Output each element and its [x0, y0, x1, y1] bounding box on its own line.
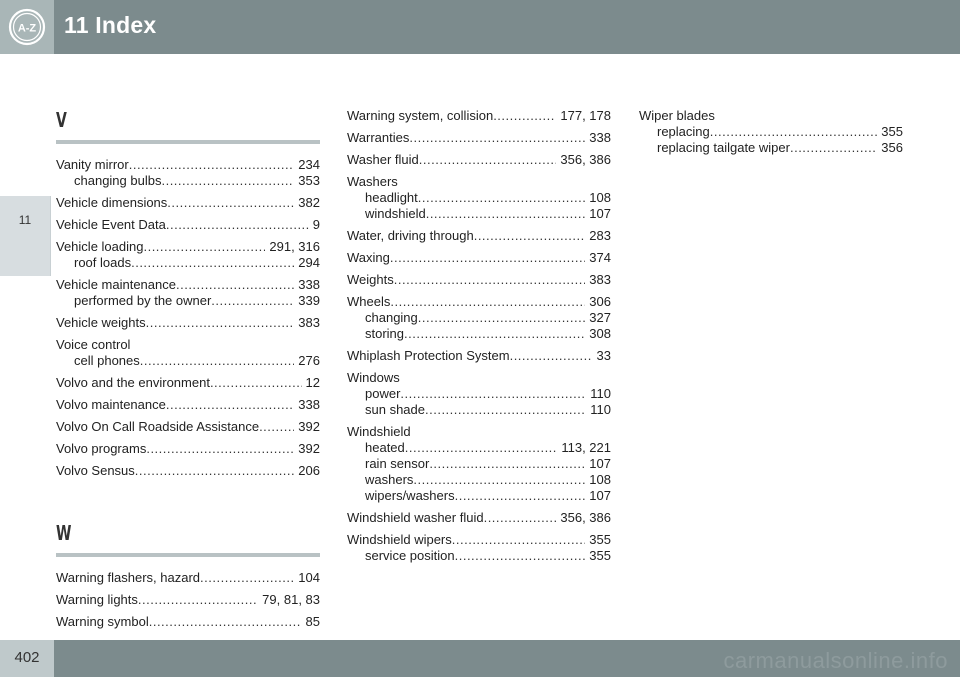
page-reference[interactable]: 355	[881, 124, 903, 139]
index-term: service position	[365, 548, 455, 563]
dot-leader	[131, 255, 294, 271]
dot-leader	[259, 419, 294, 435]
index-subentry[interactable]	[347, 488, 611, 504]
index-entry	[347, 272, 611, 288]
page-reference[interactable]: 108	[589, 472, 611, 487]
page-reference[interactable]: 392	[298, 441, 320, 456]
dot-leader	[419, 152, 557, 168]
index-term: cell phones	[74, 353, 140, 368]
index-entry-row[interactable]	[347, 174, 611, 190]
index-entry-row[interactable]	[56, 277, 320, 293]
page-reference[interactable]: 107	[589, 206, 611, 221]
page-reference[interactable]: 291, 316	[269, 239, 320, 254]
page-reference[interactable]: 107	[589, 488, 611, 503]
index-subentry[interactable]	[347, 310, 611, 326]
index-entry-row[interactable]	[347, 370, 611, 386]
dot-leader	[400, 386, 586, 402]
index-term: Volvo Sensus	[56, 463, 135, 478]
index-term: washers	[365, 472, 414, 487]
watermark: carmanualsonline.info	[723, 648, 948, 673]
dot-leader	[161, 173, 294, 189]
index-term: Volvo maintenance	[56, 397, 166, 412]
index-entry-row[interactable]	[56, 375, 320, 391]
index-entry	[56, 570, 320, 586]
index-subentry[interactable]	[56, 173, 320, 189]
index-term: headlight	[365, 190, 418, 205]
index-term: Washers	[347, 174, 398, 189]
page-reference[interactable]: 338	[298, 397, 320, 412]
page-number: 402	[14, 649, 40, 666]
index-entry-list	[639, 108, 903, 156]
index-term: Water, driving through	[347, 228, 474, 243]
index-subentry[interactable]	[347, 326, 611, 342]
index-entry-row[interactable]	[56, 397, 320, 413]
index-term: Windshield	[347, 424, 411, 439]
page-reference[interactable]: 276	[298, 353, 320, 368]
page-reference[interactable]: 356, 386	[560, 152, 611, 167]
index-entry	[56, 239, 320, 271]
index-entry	[56, 463, 320, 479]
page-reference[interactable]: 79, 81, 83	[262, 592, 320, 607]
index-entry-list	[56, 570, 320, 630]
index-term: wipers/washers	[365, 488, 455, 503]
index-entry	[347, 370, 611, 418]
dot-leader	[405, 440, 558, 456]
index-term: changing	[365, 310, 418, 325]
page-reference[interactable]: 383	[589, 272, 611, 287]
index-term: rain sensor	[365, 456, 430, 471]
index-subentry[interactable]	[347, 206, 611, 222]
dot-leader	[200, 570, 294, 586]
index-subentry[interactable]	[639, 124, 903, 140]
az-index-icon	[8, 8, 46, 46]
index-subentry[interactable]	[347, 402, 611, 418]
index-subentry[interactable]	[347, 456, 611, 472]
index-entry	[56, 419, 320, 435]
az-icon-label: A-Z	[17, 22, 37, 35]
index-entry-row[interactable]	[56, 217, 320, 233]
index-entry	[347, 424, 611, 504]
page-reference[interactable]: 355	[589, 532, 611, 547]
dot-leader	[404, 326, 585, 342]
index-entry	[347, 510, 611, 526]
index-entry	[56, 614, 320, 630]
index-entry-row[interactable]	[347, 108, 611, 124]
page-title: 11 Index	[64, 12, 157, 38]
index-entry-row[interactable]	[347, 272, 611, 288]
page-reference[interactable]: 107	[589, 456, 611, 471]
index-column-2	[347, 108, 611, 570]
index-entry-row[interactable]	[56, 463, 320, 479]
index-term: Whiplash Protection System	[347, 348, 510, 363]
index-term: storing	[365, 326, 405, 341]
chapter-icon-box	[0, 0, 54, 54]
index-entry	[347, 108, 611, 124]
index-entry	[56, 397, 320, 413]
dot-leader	[211, 293, 294, 309]
index-entry	[56, 157, 320, 189]
index-term: roof loads	[74, 255, 132, 270]
page-reference[interactable]: 12	[305, 375, 320, 390]
page-reference[interactable]: 110	[590, 386, 611, 401]
page-reference[interactable]: 338	[298, 277, 320, 292]
index-term: Windshield wipers	[347, 532, 452, 547]
dot-leader	[455, 488, 586, 504]
index-letter-heading: V	[56, 108, 67, 132]
index-entry	[56, 375, 320, 391]
index-term: Warranties	[347, 130, 410, 145]
index-subentry[interactable]	[347, 386, 611, 402]
index-entry-row[interactable]	[347, 510, 611, 526]
index-entry	[56, 315, 320, 331]
dot-leader	[146, 315, 295, 331]
page-reference[interactable]: 383	[298, 315, 320, 330]
index-term: Warning system, collision	[347, 108, 494, 123]
index-entry-row[interactable]	[56, 441, 320, 457]
index-entry-row[interactable]	[347, 130, 611, 146]
dot-leader	[390, 294, 585, 310]
page-reference[interactable]: 339	[298, 293, 320, 308]
index-entry-row[interactable]	[56, 570, 320, 586]
index-term: replacing tailgate wiper	[657, 140, 790, 155]
index-term: Volvo and the environment	[56, 375, 210, 390]
dot-leader	[474, 228, 586, 244]
index-term: Wheels	[347, 294, 391, 309]
page-reference[interactable]: 113, 221	[561, 440, 611, 455]
index-subentry[interactable]	[56, 353, 320, 369]
index-term: replacing	[657, 124, 710, 139]
page-reference[interactable]: 234	[298, 157, 320, 172]
index-entry-list	[347, 108, 611, 564]
dot-leader	[166, 397, 294, 413]
index-term: Vehicle dimensions	[56, 195, 168, 210]
page-reference[interactable]: 355	[589, 548, 611, 563]
index-term: Windows	[347, 370, 400, 385]
dot-leader	[149, 614, 302, 630]
page-reference[interactable]: 356	[881, 140, 903, 155]
index-term: Waxing	[347, 250, 390, 265]
index-entry-row[interactable]	[56, 614, 320, 630]
index-entry	[347, 250, 611, 266]
page-reference[interactable]: 356, 386	[560, 510, 611, 525]
index-entry-row[interactable]	[56, 337, 320, 353]
chapter-side-tab[interactable]	[0, 196, 51, 276]
dot-leader	[129, 157, 295, 173]
index-entry-row[interactable]	[56, 315, 320, 331]
page-reference[interactable]: 9	[312, 217, 320, 232]
dot-leader	[140, 353, 295, 369]
index-term: heated	[365, 440, 405, 455]
dot-leader	[138, 592, 258, 608]
dot-leader	[425, 402, 586, 418]
index-term: Wiper blades	[639, 108, 715, 123]
index-entry-list	[56, 157, 320, 479]
index-entry	[56, 277, 320, 309]
index-subentry[interactable]	[347, 190, 611, 206]
index-term: performed by the owner	[74, 293, 212, 308]
page-reference[interactable]: 306	[589, 294, 611, 309]
index-term: Weights	[347, 272, 394, 287]
index-term: Vehicle weights	[56, 315, 146, 330]
section-spacer	[56, 485, 320, 521]
dot-leader	[413, 472, 585, 488]
dot-leader	[166, 217, 309, 233]
letter-divider	[56, 140, 320, 144]
index-subentry[interactable]	[347, 548, 611, 564]
dot-leader	[426, 206, 586, 222]
index-term: sun shade	[365, 402, 425, 417]
page-reference[interactable]: 177, 178	[560, 108, 611, 123]
index-entry	[56, 592, 320, 608]
page-reference[interactable]: 353	[298, 173, 320, 188]
page-reference[interactable]: 338	[589, 130, 611, 145]
dot-leader	[710, 124, 878, 140]
index-entry-row[interactable]	[347, 294, 611, 310]
index-entry	[347, 348, 611, 364]
index-entry-row[interactable]	[347, 250, 611, 266]
index-subentry[interactable]	[56, 293, 320, 309]
page-header	[0, 0, 960, 54]
page-reference[interactable]: 283	[589, 228, 611, 243]
index-entry-row[interactable]	[56, 195, 320, 211]
index-term: Volvo On Call Roadside Assistance	[56, 419, 260, 434]
dot-leader	[484, 510, 557, 526]
dot-leader	[409, 130, 585, 146]
index-entry-row[interactable]	[347, 152, 611, 168]
index-subentry[interactable]	[639, 140, 903, 156]
page-reference[interactable]: 108	[589, 190, 611, 205]
page-reference[interactable]: 206	[298, 463, 320, 478]
index-entry	[347, 228, 611, 244]
index-entry	[56, 441, 320, 457]
page-reference[interactable]: 308	[589, 326, 611, 341]
index-subentry[interactable]	[56, 255, 320, 271]
index-entry	[347, 294, 611, 342]
dot-leader	[493, 108, 556, 124]
index-term: Warning flashers, hazard	[56, 570, 201, 585]
index-subentry[interactable]	[347, 440, 611, 456]
index-entry-row[interactable]	[56, 239, 320, 255]
page-number-box	[0, 640, 54, 677]
dot-leader	[455, 548, 586, 564]
dot-leader	[418, 190, 586, 206]
index-term: Vehicle maintenance	[56, 277, 176, 292]
index-entry	[56, 217, 320, 233]
index-term: Warning lights	[56, 592, 138, 607]
letter-divider	[56, 553, 320, 557]
index-entry	[347, 152, 611, 168]
page-reference[interactable]: 110	[590, 402, 611, 417]
page-reference[interactable]: 85	[305, 614, 320, 629]
dot-leader	[146, 441, 294, 457]
index-entry-row[interactable]	[56, 592, 320, 608]
index-term: Warning symbol	[56, 614, 149, 629]
index-entry-row[interactable]	[347, 228, 611, 244]
index-entry	[56, 195, 320, 211]
index-entry	[347, 174, 611, 222]
index-subentry[interactable]	[347, 472, 611, 488]
dot-leader	[394, 272, 586, 288]
index-entry	[639, 108, 903, 156]
dot-leader	[143, 239, 265, 255]
page-reference[interactable]: 33	[596, 348, 611, 363]
dot-leader	[429, 456, 585, 472]
index-column-3	[639, 108, 903, 162]
index-entry-row[interactable]	[347, 424, 611, 440]
index-term: Vehicle Event Data	[56, 217, 166, 232]
dot-leader	[167, 195, 294, 211]
index-term: changing bulbs	[74, 173, 162, 188]
index-entry-row[interactable]	[56, 157, 320, 173]
index-term: Windshield washer fluid	[347, 510, 484, 525]
dot-leader	[510, 348, 593, 364]
dot-leader	[390, 250, 585, 266]
index-term: Vehicle loading	[56, 239, 144, 254]
index-term: Washer fluid	[347, 152, 419, 167]
index-entry	[347, 130, 611, 146]
dot-leader	[452, 532, 586, 548]
index-entry-row[interactable]	[347, 532, 611, 548]
index-entry-row[interactable]	[347, 348, 611, 364]
page-footer	[0, 640, 960, 677]
index-entry-row[interactable]	[639, 108, 903, 124]
page-reference[interactable]: 104	[298, 570, 320, 585]
page-reference[interactable]: 382	[298, 195, 320, 210]
dot-leader	[418, 310, 586, 326]
dot-leader	[210, 375, 302, 391]
dot-leader	[135, 463, 295, 479]
page-reference[interactable]: 327	[589, 310, 611, 325]
index-term: Vanity mirror	[56, 157, 129, 172]
page-reference[interactable]: 392	[298, 419, 320, 434]
page-reference[interactable]: 374	[589, 250, 611, 265]
index-column-1	[56, 108, 320, 636]
chapter-side-tab-label: 11	[18, 213, 32, 227]
dot-leader	[790, 140, 877, 156]
page-reference[interactable]: 294	[298, 255, 320, 270]
dot-leader	[176, 277, 294, 293]
index-entry-row[interactable]	[56, 419, 320, 435]
index-entry	[347, 532, 611, 564]
index-term: power	[365, 386, 401, 401]
index-term: Voice control	[56, 337, 131, 352]
index-entry	[56, 337, 320, 369]
index-term: windshield	[365, 206, 426, 221]
index-term: Volvo programs	[56, 441, 147, 456]
index-letter-heading: W	[56, 521, 72, 545]
